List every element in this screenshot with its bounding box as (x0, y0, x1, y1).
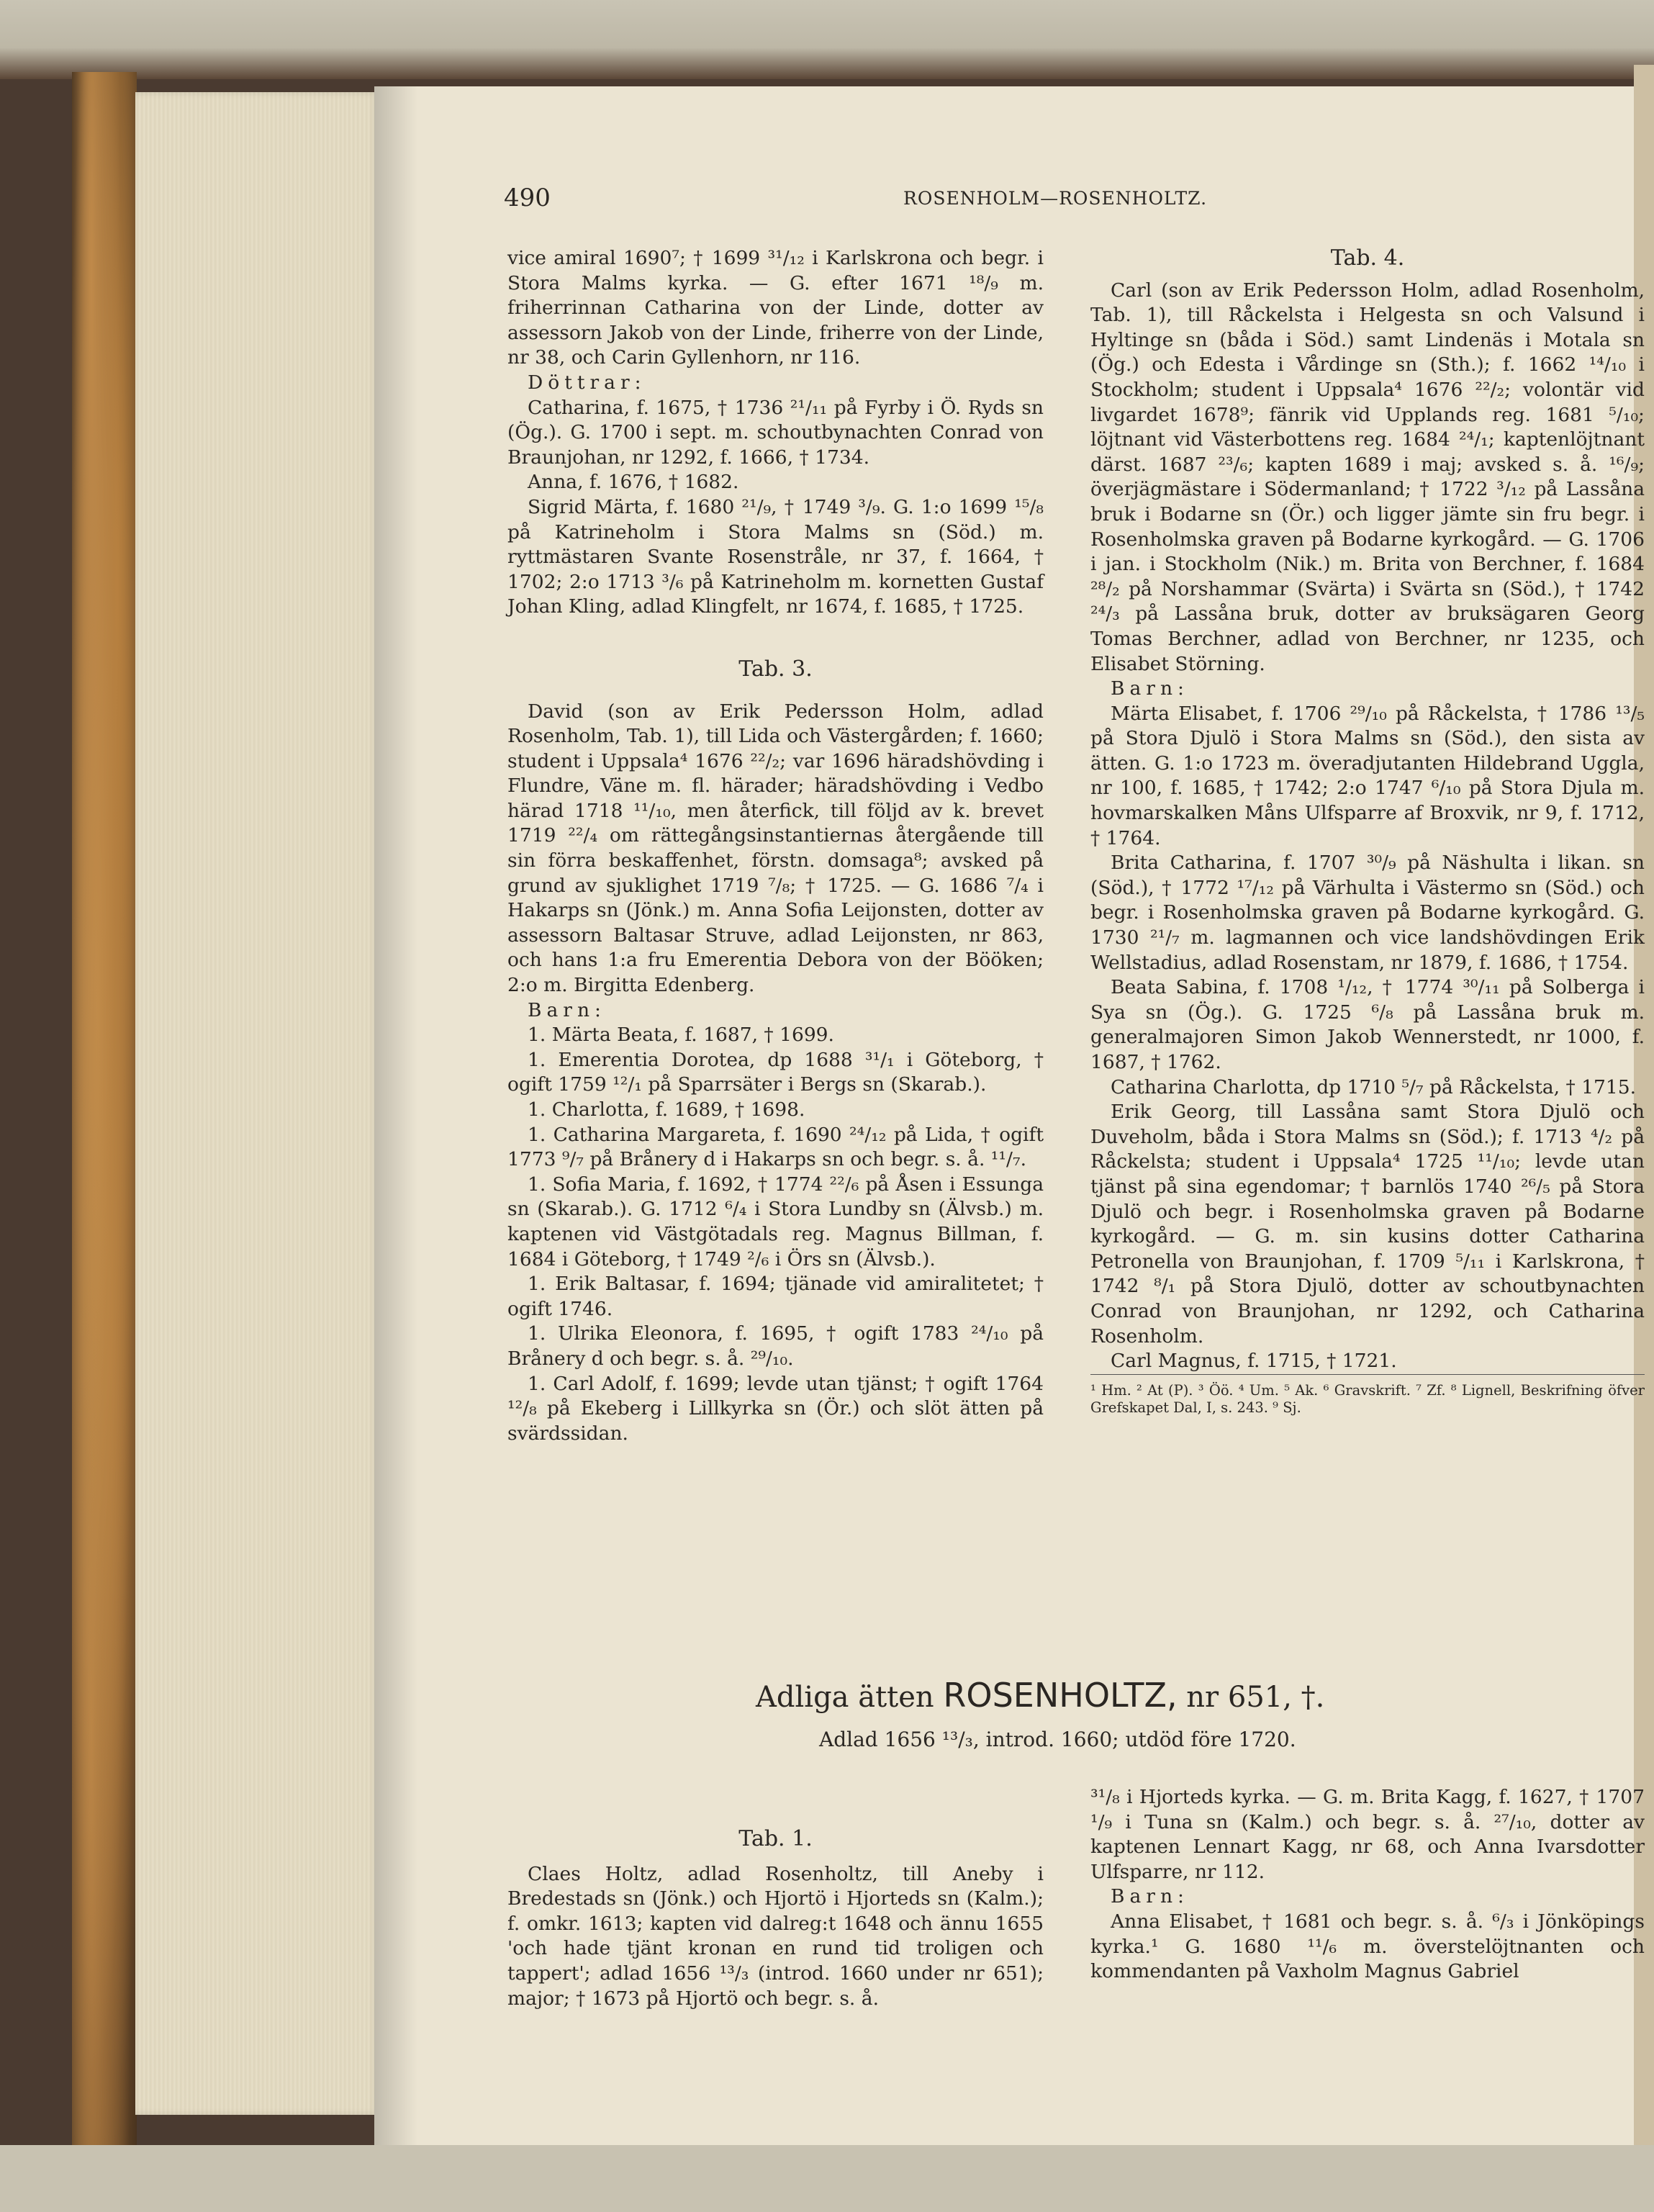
table-heading: Tab. 4. (1330, 245, 1405, 271)
marbled-cover (72, 72, 137, 2152)
page-header (504, 184, 1648, 212)
list-item: Brita Catharina, f. 1707 ³⁰/₉ på Näshulta i likan. sn (Söd.), † 1772 ¹⁷/₁₂ på Värhulta i Västermo sn (Söd.) och begr. i Rosenholmska graven på Bodarne kyrkogård. G. 1730 ²¹/₇ m. lagmannen och vice landshövdingen Erik Wellstadius, adlad Rosenstam, nr 1879, f. 1686, † 1754. (1090, 852, 1645, 974)
column-right-bottom (1090, 1785, 1645, 1985)
page-number: 490 (504, 184, 551, 212)
footnotes: ¹ Hm. ² At (P). ³ Öö. ⁴ Um. ⁵ Ak. ⁶ Gravskrift. ⁷ Zf. ⁸ Lignell, Beskrifning öfver Grefskapet Dal, I, s. 243. ⁹ Sj. (1090, 1374, 1645, 1417)
list-item: 1. Charlotta, f. 1689, † 1698. (528, 1098, 805, 1121)
subheading: Barn: (1111, 677, 1189, 700)
list-item: Märta Elisabet, f. 1706 ²⁹/₁₀ på Råckelsta, † 1786 ¹³/₅ på Stora Djulö i Stora Malms sn (Söd.), den sista av ätten. G. 1:o 1723 m. överadjutanten Hildebrand Uggla, nr 100, f. 1685, † 1742; 2:o 1747 ⁶/₁₀ på Stora Djula m. hovmarskalken Måns Ulfsparre af Broxvik, nr 9, f. 1712, † 1764. (1090, 702, 1645, 849)
list-item: Catharina Charlotta, dp 1710 ⁵/₇ på Råckelsta, † 1715. (1111, 1075, 1637, 1098)
subheading: Döttrar: (528, 371, 646, 394)
running-head: ROSENHOLM—ROSENHOLTZ. (903, 188, 1208, 209)
column-left-top (507, 246, 1044, 1446)
section-title-pre: Adliga ätten (756, 1681, 934, 1714)
paragraph: Catharina, f. 1675, † 1736 ²¹/₁₁ på Fyrby i Ö. Ryds sn (Ög.). G. 1700 i sept. m. schoutbynachten Conrad von Braunjohan, nr 1292, f. 1666, † 1734. (507, 396, 1044, 469)
paragraph: vice amiral 1690⁷; † 1699 ³¹/₁₂ i Karlskrona och begr. i Stora Malms kyrka. — G. efter 1671 ¹⁸/₉ m. friherrinnan Catharina von der Linde, dotter av assessorn Jakob von der Linde, friherre von der Linde, nr 38, och Carin Gyllenhorn, nr 116. (507, 247, 1044, 369)
list-item: 1. Catharina Margareta, f. 1690 ²⁴/₁₂ på Lida, † ogift 1773 ⁹/₇ på Brånery d i Hakarps sn och begr. s. å. ¹¹/₇. (507, 1123, 1044, 1171)
paragraph: Claes Holtz, adlad Rosenholtz, till Aneby i Bredestads sn (Jönk.) och Hjortö i Hjorteds sn (Kalm.); f. omkr. 1613; kapten vid dalreg:t 1648 och ännu 1655 'och hade tjänt kronan en rund tid troligen och tappert'; adlad 1656 ¹³/₃ (introd. 1660 under nr 651); major; † 1673 på Hjortö och begr. s. å. (507, 1862, 1044, 2010)
paragraph: Sigrid Märta, f. 1680 ²¹/₉, † 1749 ³/₉. G. 1:o 1699 ¹⁵/₈ på Katrineholm i Stora Malms sn (Söd.) m. ryttmästaren Svante Rosenstråle, nr 37, f. 1664, † 1702; 2:o 1713 ³/₆ på Katrineholm m. kornetten Gustaf Johan Kling, adlad Klingfelt, nr 1674, f. 1685, † 1725. (507, 495, 1044, 618)
background-bottom (0, 2145, 1654, 2212)
list-item: 1. Ulrika Eleonora, f. 1695, † ogift 1783 ²⁴/₁₀ på Brånery d och begr. s. å. ²⁹/₁₀. (507, 1322, 1044, 1370)
list-item: Beata Sabina, f. 1708 ¹/₁₂, † 1774 ³⁰/₁₁ på Solberga i Sya sn (Ög.). G. 1725 ⁶/₈ på Lassåna bruk m. generalmajoren Simon Jakob Wennerstedt, nr 1000, f. 1687, † 1762. (1090, 976, 1645, 1073)
section-title-post: nr 651, †. (1186, 1681, 1325, 1714)
paragraph: ³¹/₈ i Hjorteds kyrka. — G. m. Brita Kagg, f. 1627, † 1707 ¹/₉ i Tuna sn (Kalm.) och begr. s. å. ²⁷/₁₀, dotter av kaptenen Lennart Kagg, nr 68, och Anna Ivarsdotter Ulfsparre, nr 112. (1090, 1786, 1645, 1883)
list-item: Carl Magnus, f. 1715, † 1721. (1111, 1350, 1397, 1373)
subheading: Barn: (1111, 1885, 1189, 1908)
paragraph: Carl (son av Erik Pedersson Holm, adlad Rosenholm, Tab. 1), till Råckelsta i Helgesta sn och Valsund i Hyltinge sn (båda i Söd.) samt Lindenäs i Motala sn (Ög.) och Edesta i Vårdinge sn (Sth.); f. 1662 ¹⁴/₁₀ i Stockholm; student i Uppsala⁴ 1676 ²²/₂; volontär vid livgardet 1678⁹; fänrik vid Upplands reg. 1681 ⁵/₁₀; löjtnant vid Västerbottens reg. 1684 ²⁴/₁; kaptenlöjtnant därst. 1687 ²³/₆; kapten 1689 i maj; avsked s. å. ¹⁶/₉; överjägmästare i Södermanland; † 1722 ³/₁₂ på Lassåna bruk i Bodarne sn (Ör.) och ligger jämte sin fru begr. i Rosenholmska graven på Bodarne kyrkogård. — G. 1706 i jan. i Stockholm (Nik.) m. Brita von Berchner, f. 1684 ²⁸/₂ på Norshammar (Svärta) i Svärta sn (Söd.), † 1742 ²⁴/₃ på Lassåna bruk, dotter av bruksägaren Georg Tomas Berchner, adlad von Berchner, nr 1235, och Elisabet Störning. (1090, 279, 1645, 675)
page-gutter-shadow (374, 86, 417, 2145)
section-title (756, 1676, 1324, 1715)
subheading: Barn: (528, 998, 606, 1021)
list-item: 1. Märta Beata, f. 1687, † 1699. (528, 1024, 834, 1047)
list-item: 1. Erik Baltasar, f. 1694; tjänade vid amiralitetet; † ogift 1746. (507, 1273, 1044, 1320)
list-item: Erik Georg, till Lassåna samt Stora Djulö och Duveholm, båda i Stora Malms sn (Söd.); f. 1713 ⁴/₂ på Råckelsta; student i Uppsala⁴ 1725 ¹¹/₁₀; levde utan tjänst på sina egendomar; † barnlös 1740 ²⁶/₅ på Stora Djulö och begr. i Rosenholmska graven på Bodarne kyrkogård. — G. m. sin kusins dotter Catharina Petronella von Braunjohan, f. 1709 ⁵/₁₁ i Karlskrona, † 1742 ⁸/₁ på Stora Djulö, dotter av schoutbynachten Conrad von Braunjohan, nr 1292, och Catharina Rosenholm. (1090, 1101, 1645, 1347)
table-heading: Tab. 1. (738, 1826, 813, 1851)
paragraph: David (son av Erik Pedersson Holm, adlad Rosenholm, Tab. 1), till Lida och Västergården; f. 1660; student i Uppsala⁴ 1676 ²²/₂; var 1696 häradshövding i Flundre, Väne m. fl. härader; häradshövding i Vedbo härad 1718 ¹¹/₁₀, men återfick, till följd av k. brevet 1719 ²²/₄ om rättegångsinstantiernas återgående till sin förra beskaffenhet, förstn. domsaga⁸; avsked på grund av sjuklighet 1719 ⁷/₈; † 1725. — G. 1686 ⁷/₄ i Hakarps sn (Jönk.) m. Anna Sofia Leijonsten, dotter av assessorn Baltasar Struve, adlad Leijonsten, nr 863, och hans 1:a fru Emerentia Debora von der Bööken; 2:o m. Birgitta Edenberg. (507, 700, 1044, 997)
list-item: 1. Emerentia Dorotea, dp 1688 ³¹/₁ i Göteborg, † ogift 1759 ¹²/₁ på Sparrsäter i Bergs sn (Skarab.). (507, 1048, 1044, 1096)
section-title-name: ROSENHOLTZ, (943, 1676, 1178, 1715)
book-cover-top (0, 0, 1654, 79)
table-heading: Tab. 3. (738, 656, 813, 682)
page-edges (135, 92, 380, 2115)
list-item: Anna Elisabet, † 1681 och begr. s. å. ⁶/₃ i Jönköpings kyrka.¹ G. 1680 ¹¹/₆ m. överstelöjtnanten och kommendanten på Vaxholm Magnus Gabriel (1090, 1910, 1645, 1983)
column-left-bottom (507, 1827, 1044, 2011)
section-subtitle: Adlad 1656 ¹³/₃, introd. 1660; utdöd före 1720. (819, 1728, 1296, 1751)
list-item: 1. Sofia Maria, f. 1692, † 1774 ²²/₆ på Åsen i Essunga sn (Skarab.). G. 1712 ⁶/₄ i Stora Lundby sn (Älvsb.) m. kaptenen vid Västgötadals reg. Magnus Billman, f. 1684 i Göteborg, † 1749 ²/₆ i Örs sn (Älvsb.). (507, 1173, 1044, 1270)
list-item: 1. Carl Adolf, f. 1699; levde utan tjänst; † ogift 1764 ¹²/₈ på Ekeberg i Lillkyrka sn (Ör.) och slöt ätten på svärdssidan. (507, 1372, 1044, 1445)
column-right-top (1090, 246, 1645, 1417)
paragraph: Anna, f. 1676, † 1682. (528, 471, 739, 494)
